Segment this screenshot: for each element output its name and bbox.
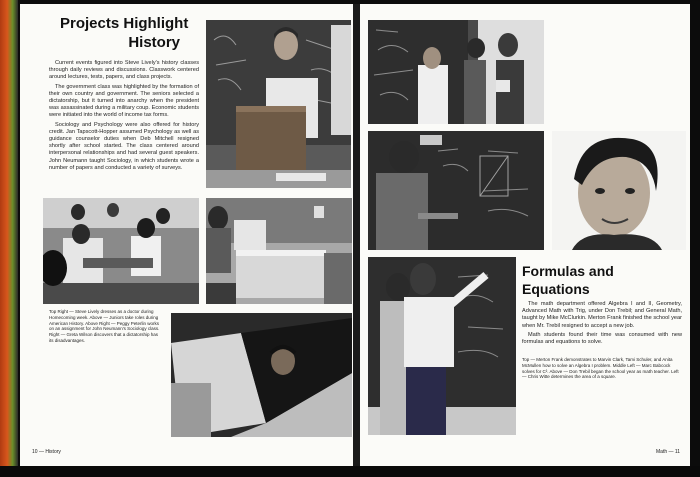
- math-title-line1: Formulas and: [522, 263, 614, 279]
- right-page-folio: Math — 11: [656, 449, 681, 455]
- photo-solves-for-c-squared: [368, 131, 544, 250]
- photo-sociology-assignment: [206, 198, 352, 304]
- history-title-line1: Projects Highlight: [60, 15, 189, 32]
- history-body-text: [49, 60, 199, 174]
- history-title: [60, 14, 189, 52]
- bottom-edge: [0, 466, 700, 477]
- photo-algebra-demonstration: [368, 20, 544, 124]
- photo-teacher-doctor: [206, 20, 351, 188]
- history-paragraph: Current events figured into Steve Lively's history classes through daily reviews and discussions. Classwork centered around lectures, tests, papers, and class projects.: [49, 60, 199, 81]
- history-paragraph: The government class was highlighted by the formation of their own country and government. The seniors selected a dictatorship, but it turned into anarchy when the president was assassinated during a military coup. Economic students were initiated into the world of income tax forms.: [49, 83, 199, 119]
- left-page-folio: 10 — History: [32, 449, 61, 455]
- photo-math-teacher-portrait: [552, 131, 686, 250]
- history-paragraph: Sociology and Psychology were also offered for history credit. Jan Tapscott-Hopper assumed Psychology as well as guidance counselor duties when Deb Mitchell resigned shortly after school started. The class centered around interpersonal relationships and had several guest speakers. John Neumann taught Sociology, in which students wrote a number of papers and conducted a variety of surveys.: [49, 121, 199, 171]
- photo-area-of-square: [368, 257, 516, 435]
- photo-american-history-class: [43, 198, 199, 304]
- math-title: [522, 262, 614, 298]
- history-title-line2: History: [128, 34, 180, 51]
- math-body-text: [522, 301, 682, 348]
- math-title-line2: Equations: [522, 281, 590, 297]
- math-photo-caption: Top — Merton Frank demonstrates to Marvin Clark, Tami Schuler, and Anita McMullen how to solve an Algebra I problem. Middle Left — Marc Babcock solves for C². Above — Don Trebil began the school year as math teacher. Left — Chris Witte determines the area of a square.: [522, 357, 679, 380]
- history-photo-caption: Top Right — Steve Lively dresses as a doctor during Homecoming week. Above — Juniors take roles during American History. Above Right — Peggy Peterlin works on an assignment for John Neumann's Sociology class. Right — Greta Wilson discovers that a dictatorship has its disadvantages.: [49, 309, 160, 343]
- photo-dictatorship-box: [171, 313, 352, 437]
- math-paragraph: The math department offered Algebra I and II, Geometry, Advanced Math with Trig, under Don Trebil; and General Math, taught by Mike McClurkin. Merton Frank finished the school year when Mr. Trebil resigned to accept a new job.: [522, 301, 682, 329]
- page-gutter: [353, 4, 360, 466]
- book-spine-edge: [0, 0, 18, 477]
- math-paragraph: Math students found their time was consumed with new formulas and equations to solve.: [522, 331, 682, 346]
